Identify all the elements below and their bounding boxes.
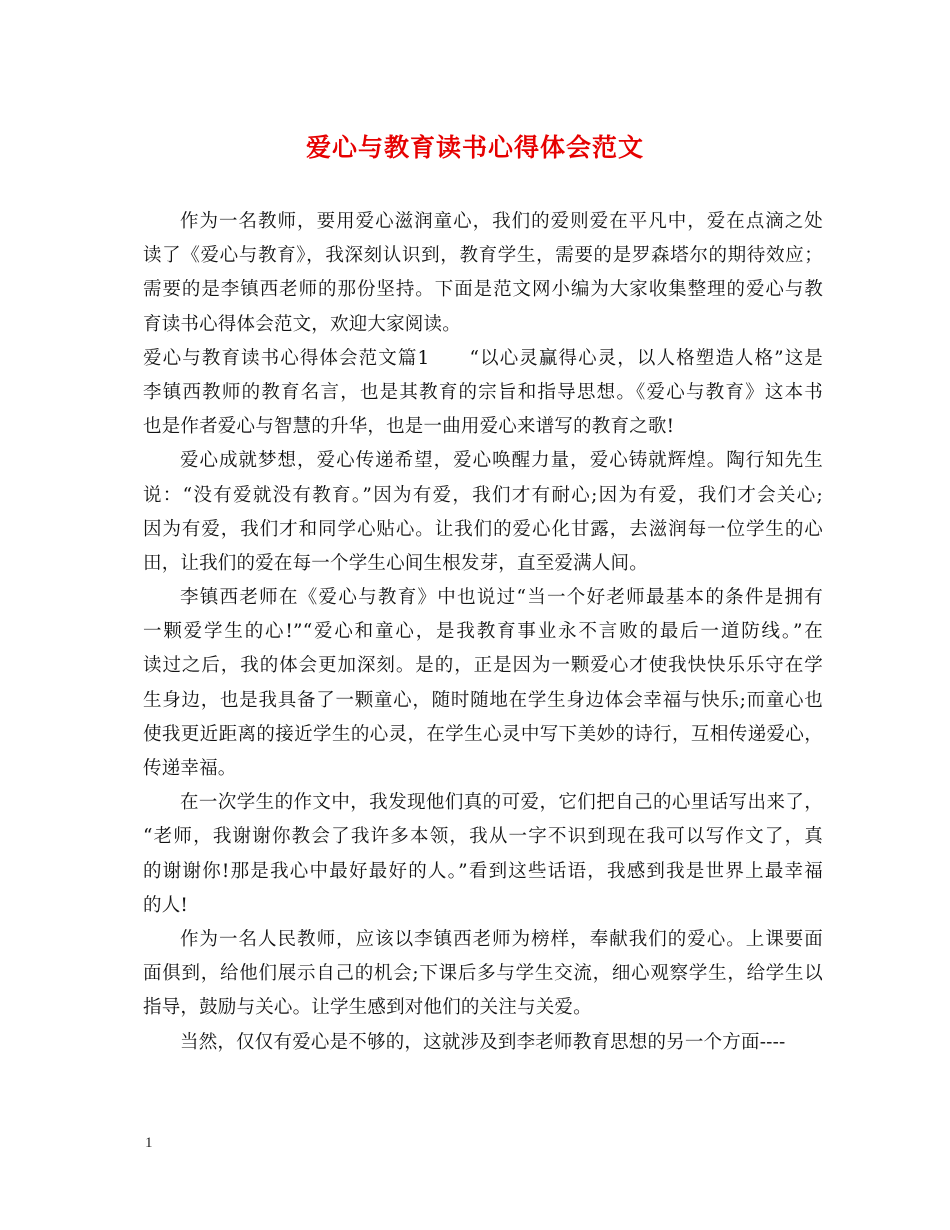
text-line: 田，让我们的爱在每一个学生心间生根发芽，直至爱满人间。 [143, 552, 648, 574]
text-line: 的谢谢你!那是我心中最好最好的人。”看到这些话语，我感到我是世界上最幸福 [143, 860, 823, 882]
text-line: 说：“没有爱就没有教育。”因为有爱，我们才有耐心;因为有爱，我们才会关心; [143, 484, 823, 506]
text-line: 也是作者爱心与智慧的升华，也是一曲用爱心来谱写的教育之歌! [143, 416, 675, 438]
text-line: 李镇西老师在《爱心与教育》中也说过“当一个好老师最基本的条件是拥有 [180, 587, 823, 609]
text-line: 读了《爱心与教育》，我深刻认识到，教育学生，需要的是罗森塔尔的期待效应； [143, 245, 823, 267]
text-line: 李镇西教师的教育名言，也是其教育的宗旨和指导思想。《爱心与教育》这本书 [143, 381, 823, 403]
text-line: 在一次学生的作文中，我发现他们真的可爱，它们把自己的心里话写出来了， [180, 792, 823, 814]
page-number: 1 [145, 1135, 153, 1151]
document-title: 爱心与教育读书心得体会范文 [305, 133, 644, 162]
document-body [143, 205, 823, 1060]
text-line: “老师，我谢谢你教会了我许多本领，我从一字不识到现在我可以写作文了，真 [143, 826, 823, 848]
text-line: 爱心与教育读书心得体会范文篇1 “以心灵赢得心灵，以人格塑造人格”这是 [143, 347, 823, 369]
text-line: 育读书心得体会范文，欢迎大家阅读。 [143, 313, 461, 335]
text-line: 作为一名教师，要用爱心滋润童心，我们的爱则爱在平凡中，爱在点滴之处 [180, 211, 823, 232]
text-line: 传递幸福。 [143, 758, 237, 779]
text-line: 作为一名人民教师，应该以李镇西老师为榜样，奉献我们的爱心。上课要面 [180, 928, 823, 950]
text-line: 一颗爱学生的心!”“爱心和童心，是我教育事业永不言败的最后一道防线。”在 [143, 621, 823, 643]
text-line: 爱心成就梦想，爱心传递希望，爱心唤醒力量，爱心铸就辉煌。陶行知先生 [180, 450, 823, 472]
text-line: 指导，鼓励与关心。让学生感到对他们的关注与关爱。 [143, 997, 592, 1019]
text-line: 使我更近距离的接近学生的心灵，在学生心灵中写下美妙的诗行，互相传递爱心， [143, 723, 823, 745]
text-line: 读过之后，我的体会更加深刻。是的，正是因为一颗爱心才使我快快乐乐守在学 [143, 655, 823, 677]
text-line: 面俱到，给他们展示自己的机会;下课后多与学生交流，细心观察学生，给学生以 [143, 963, 823, 985]
text-line: 需要的是李镇西老师的那份坚持。下面是范文网小编为大家收集整理的爱心与教 [143, 279, 823, 301]
text-line: 的人! [143, 894, 189, 916]
text-line: 因为有爱，我们才和同学心贴心。让我们的爱心化甘露，去滋润每一位学生的心 [143, 518, 823, 540]
text-line: 生身边，也是我具备了一颗童心，随时随地在学生身边体会幸福与快乐;而童心也 [143, 689, 823, 711]
text-line: 当然，仅仅有爱心是不够的，这就涉及到李老师教育思想的另一个方面---- [180, 1031, 786, 1053]
